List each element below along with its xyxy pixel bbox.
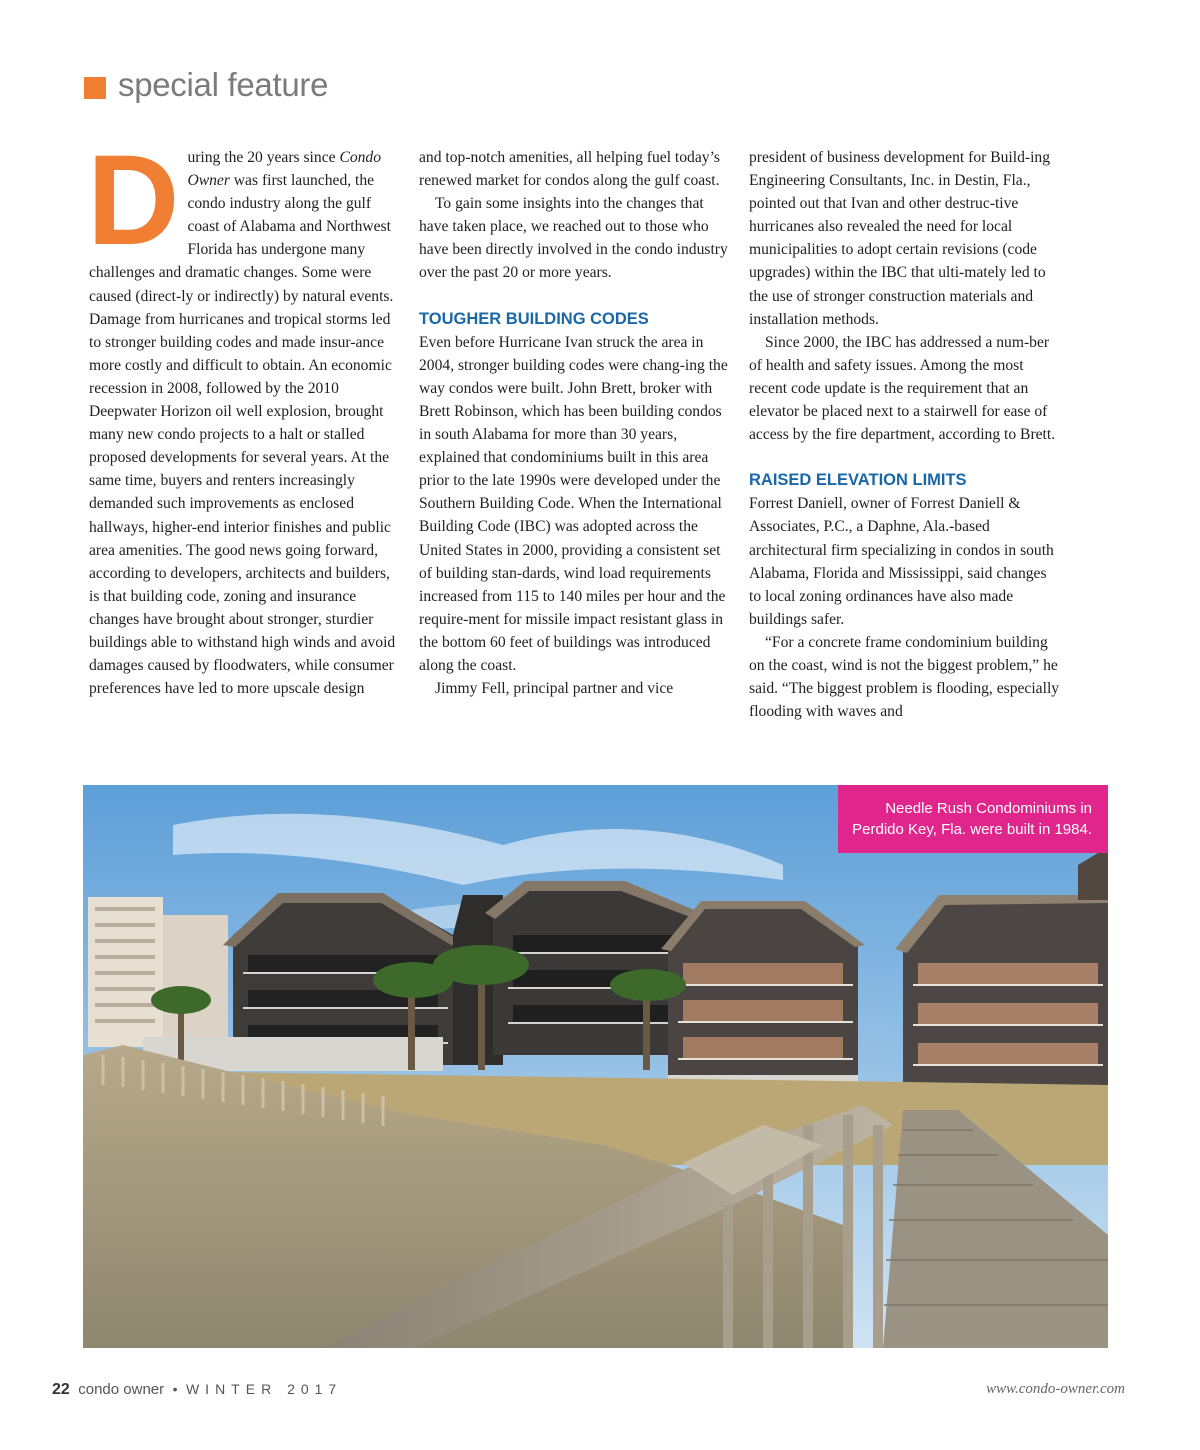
publication-name: condo owner bbox=[78, 1381, 165, 1398]
article-paragraph: and top-notch amenities, all helping fuel today’s renewed market for condos along the gulf coast. bbox=[419, 149, 720, 190]
subheading-tougher-codes: TOUGHER BUILDING CODES bbox=[419, 309, 649, 328]
article-paragraph: Even before Hurricane Ivan struck the area in 2004, stronger building codes were chang-ing the way condos were built. John Brett, broker with Brett Robinson, which has been building condos in south Alabama for more than 30 years, explained that condominiums built in this area prior to the late 1990s were developed under the Southern Building Code. When the International Building Code (IBC) was adopted across the United States in 2000, providing a consistent set of building stan-dards, wind load requirements increased from 115 to 140 miles per hour and the require-ment for missile impact resistant glass in the bottom 60 feet of buildings was introduced along the coast. bbox=[419, 333, 728, 674]
article-paragraph: To gain some insights into the changes that have taken place, we reached out to those who have been directly involved in the condo industry over the past 20 or more years. bbox=[419, 195, 728, 282]
background-tower bbox=[88, 897, 228, 1047]
drop-cap: D bbox=[87, 129, 176, 272]
condo-illustration bbox=[83, 785, 1108, 1348]
article-paragraph: “For a concrete frame condominium building on the coast, wind is not the biggest problem,” he said. “The biggest problem is flooding, especially flooding with waves and bbox=[749, 633, 1060, 721]
page-number: 22 bbox=[52, 1381, 70, 1398]
paragraph-gap bbox=[419, 285, 731, 308]
article-column-1 bbox=[87, 129, 398, 700]
issue-label: WINTER 2017 bbox=[185, 1381, 343, 1397]
section-title: special feature bbox=[118, 66, 329, 103]
caption-line: Needle Rush Condominiums in bbox=[885, 800, 1092, 817]
text-run: was first launched, the condo industry along the gulf coast of Alabama and Northwest Florida has undergone many challenges and dramatic changes. Some were caused (direct-ly or indirectly) by natural events. Damage from hurricanes and tropical storms led to stronger building codes and made insur-ance more costly and difficult to obtain. An economic recession in 2008, followed by the 2010 Deepwater Horizon oil well explosion, brought many new condo projects to a halt or stalled proposed developments for several years. At the same time, buyers and renters increasingly demanded such improvements as enclosed hallways, higher-end interior finishes and public area amenities. The good news going forward, according to developers, architects and builders, is that building code, zoning and insurance changes have brought about stronger, sturdier buildings able to withstand high winds and avoid damages caused by floodwaters, while consumer preferences have led to more upscale design bbox=[89, 172, 396, 698]
page-footer bbox=[52, 1381, 342, 1399]
middle-condo-building bbox=[661, 901, 865, 1075]
article-paragraph: Since 2000, the IBC has addressed a num-ber of health and safety issues. Among the most recent code update is the requirement that an elevator be placed next to a stairwell for ease of access by the fire department, according to Brett. bbox=[749, 333, 1056, 444]
subheading-raised-elevation: RAISED ELEVATION LIMITS bbox=[749, 471, 967, 490]
article-paragraph: president of business development for Build-ing Engineering Consultants, Inc. in Destin, Fla., pointed out that Ivan and other destruc-tive hurricanes also revealed the need for local municipalities to adopt certain revisions (code upgrades) within the IBC that ulti-mately led to the use of stronger construction materials and installation methods. bbox=[749, 149, 1050, 328]
caption-line: Perdido Key, Fla. were built in 1984. bbox=[852, 821, 1092, 838]
article-paragraph: Jimmy Fell, principal partner and vice bbox=[435, 680, 674, 698]
website-url: www.condo-owner.com bbox=[986, 1381, 1125, 1397]
condo-photo bbox=[83, 785, 1108, 1348]
article-column-2 bbox=[419, 146, 731, 700]
publication-name-italic: Condo Owner bbox=[187, 149, 382, 190]
footer-bullet: • bbox=[172, 1381, 178, 1397]
paragraph-gap bbox=[749, 446, 1061, 469]
text-run: uring the 20 years since bbox=[187, 149, 340, 166]
article-paragraph: Forrest Daniell, owner of Forrest Daniell & Associates, P.C., a Daphne, Ala.-based architectural firm specializing in condos in south Alabama, Florida and Mississippi, said changes to local zoning ordinances have also made buildings safer. bbox=[749, 495, 1054, 628]
photo-caption bbox=[838, 785, 1108, 853]
article-column-3 bbox=[749, 146, 1061, 723]
section-marker-square bbox=[84, 77, 106, 99]
